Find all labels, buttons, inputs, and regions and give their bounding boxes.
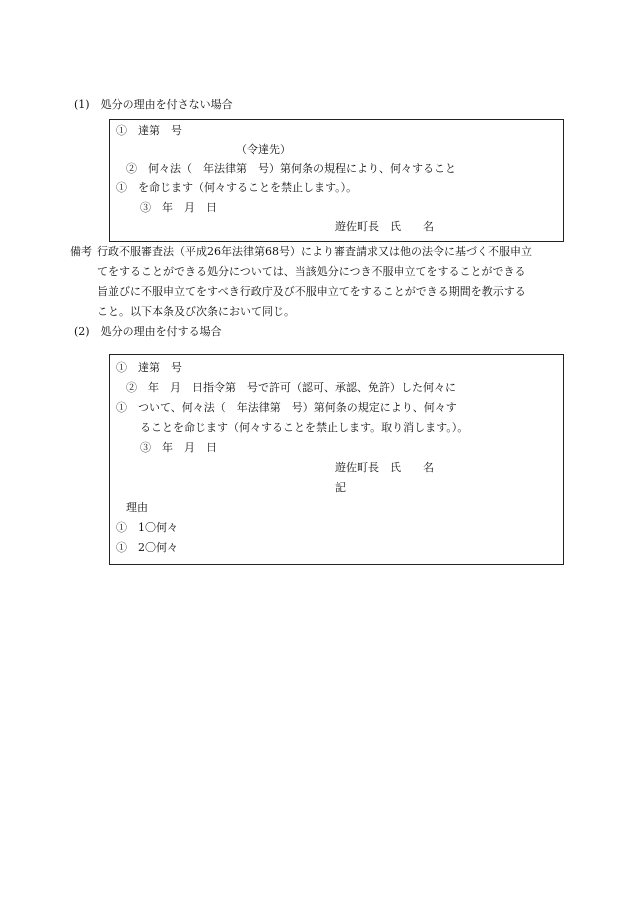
section2-heading: (2) 処分の理由を付する場合 <box>74 325 222 338</box>
s2-reason-item2: ① 2〇何々 <box>116 541 178 554</box>
s1-signature: 遊佐町長 氏 名 <box>335 220 434 233</box>
section2-form-box <box>109 354 564 565</box>
s1-date: ③ 年 月 日 <box>140 201 217 214</box>
s1-body-line1: ② 何々法（ 年法律第 号）第何条の規程により、何々すること <box>126 162 456 175</box>
remark-line2: てをすることができる処分については、当該処分につき不服申立てをすることができる <box>97 265 526 278</box>
s2-body-line1: ② 年 月 日指令第 号で許可（認可、承認、免許）した何々に <box>126 381 456 394</box>
section1-heading: (1) 処分の理由を付さない場合 <box>74 98 233 111</box>
s2-body-line3: ることを命じます（何々することを禁止します。取り消します。）。 <box>140 421 469 434</box>
remark-label: 備考 <box>70 245 92 258</box>
remark-line3: 旨並びに不服申立てをすべき行政庁及び不服申立てをすることができる期間を教示する <box>97 285 526 298</box>
s1-order-number: ① 達第 号 <box>116 124 182 137</box>
s1-recipient: （令達先） <box>236 143 291 156</box>
s2-reason-label: 理由 <box>126 501 148 514</box>
s2-body-line2: ① ついて、何々法（ 年法律第 号）第何条の規定により、何々す <box>116 401 457 414</box>
remark-line4: こと。以下本条及び次条において同じ。 <box>97 305 295 318</box>
s2-order-number: ① 達第 号 <box>116 361 182 374</box>
s2-record-mark: 記 <box>335 481 346 494</box>
s2-date: ③ 年 月 日 <box>140 441 217 454</box>
section1-form-box <box>109 119 564 242</box>
s2-reason-item1: ① 1〇何々 <box>116 521 178 534</box>
remark-line1: 行政不服審査法（平成26年法律第68号）により審査請求又は他の法令に基づく不服申立 <box>97 245 532 258</box>
s1-body-line2: ① を命じます（何々することを禁止します。）。 <box>116 181 358 194</box>
s2-signature: 遊佐町長 氏 名 <box>335 461 434 474</box>
